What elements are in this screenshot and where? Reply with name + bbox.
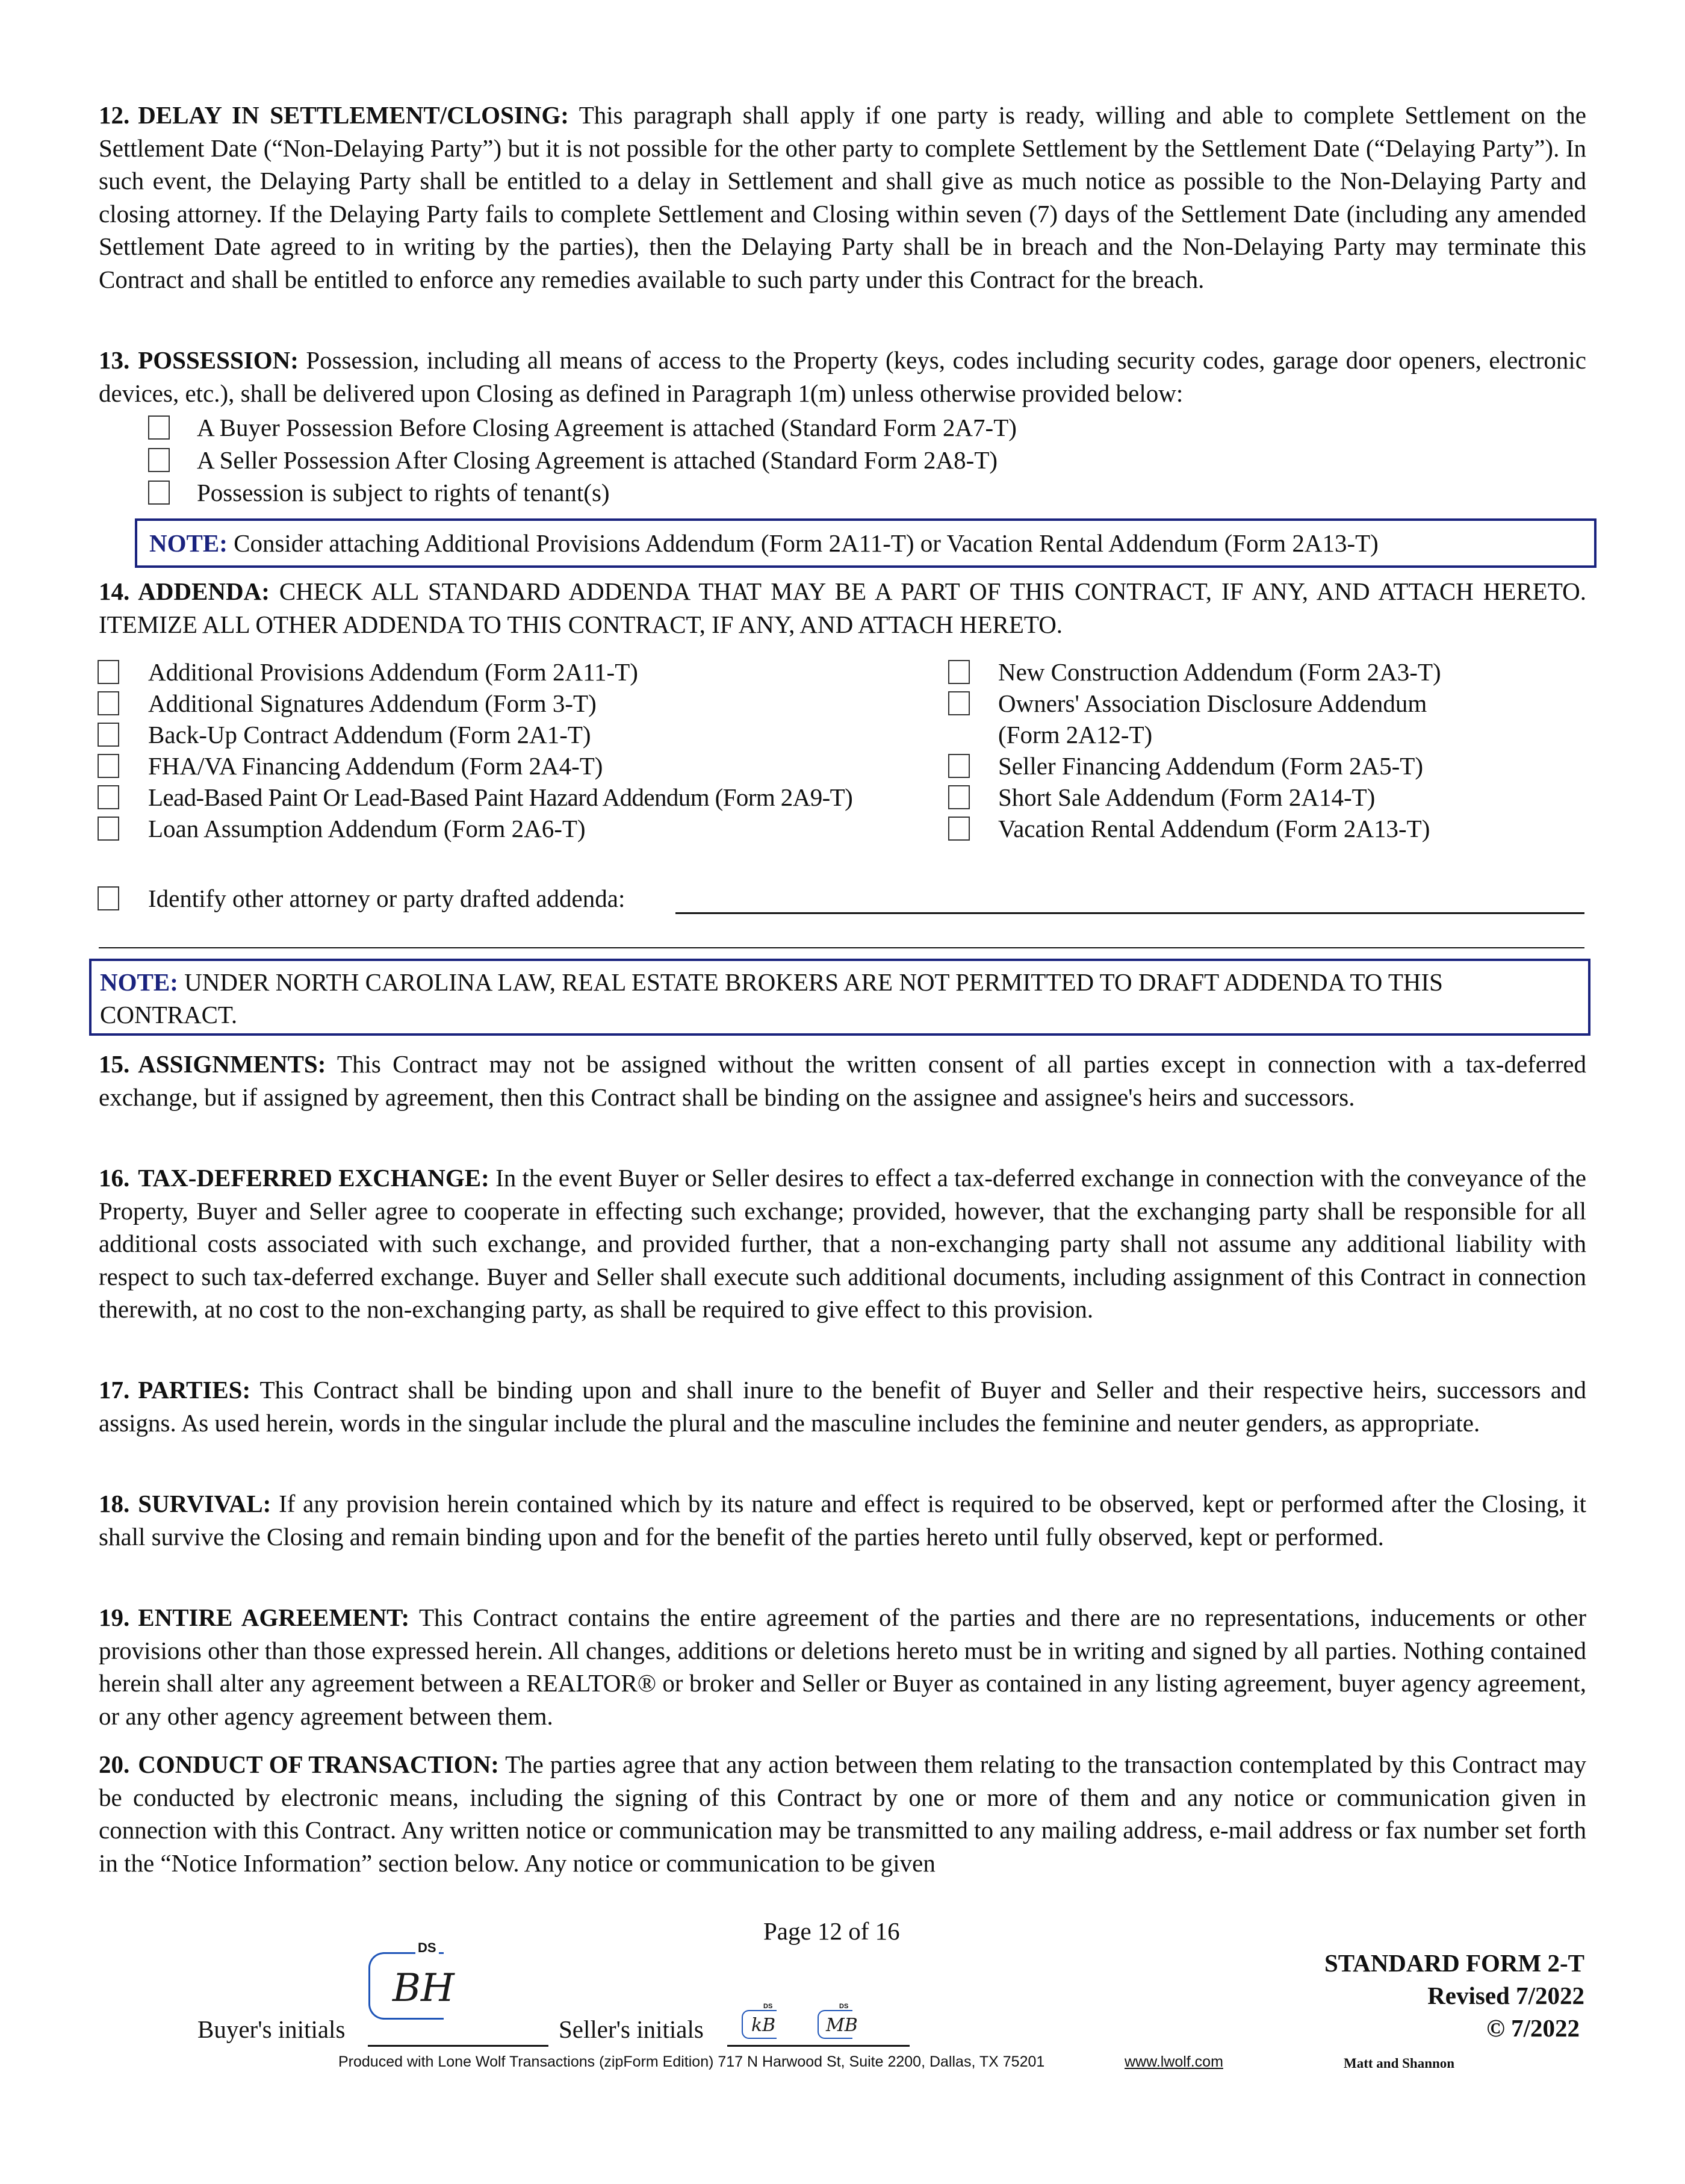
section-number: 14.: [99, 577, 130, 605]
page-number: Page 12 of 16: [763, 1917, 900, 1945]
section-text: In the event Buyer or Seller desires to effect a tax-deferred exchange in connection with the conveyance of the Property, Buyer and Seller agree to cooperate in effecting such exchange; provided, however, that the exchanging party shall be responsible for all additional costs associated with such exchange, and provided further, that a non-exchanging party shall not assume any additional liability with respect to such tax-deferred exchange. Buyer and Seller shall execute such additional documents, including assignment of this Contract in connection therewith, at no cost to the non-exchanging party, as shall be required to give effect to this provision.: [99, 1164, 1586, 1323]
other-addenda-checkbox[interactable]: [98, 886, 119, 910]
addendum-label: Seller Financing Addendum (Form 2A5-T): [998, 752, 1424, 780]
section-text: This paragraph shall apply if one party is ready, willing and able to complete Settlement on the Settlement Date (“Non-Delaying Party”) but it is not possible for the other party to complete Settlement by the Settlement Date (“Delaying Party”). In such event, the Delaying Party shall be entitled to a delay in Settlement and shall give as much notice as possible to the Non-Delaying Party and closing attorney. If the Delaying Party fails to complete Settlement and Closing within seven (7) days of the Settlement Date (including any amended Settlement Date agreed to in writing by the parties), then the Delaying Party shall be in breach and the Non-Delaying Party may terminate this Contract and shall be entitled to enforce any remedies available to such party under this Contract for the breach.: [99, 101, 1586, 293]
section-text: CHECK ALL STANDARD ADDENDA THAT MAY BE A PART OF THIS CONTRACT, IF ANY, AND ATTACH HERETO. ITEMIZE ALL OTHER ADDENDA TO THIS CONTRACT, IF ANY, AND ATTACH HERETO.: [99, 577, 1586, 638]
seller1-ds-label: DS: [763, 2003, 773, 2010]
note-text: UNDER NORTH CAROLINA LAW, REAL ESTATE BROKERS ARE NOT PERMITTED TO DRAFT ADDENDA TO THIS CONTRACT.: [100, 968, 1443, 1028]
seller-initials-signature-1[interactable]: kB: [751, 2015, 776, 2036]
addendum-checkbox[interactable]: [98, 723, 119, 747]
section-18: [99, 1487, 1586, 1553]
possession-checkbox-seller[interactable]: [148, 448, 170, 472]
addendum-label: Additional Provisions Addendum (Form 2A11-T): [148, 658, 638, 686]
possession-checkbox-tenant[interactable]: [148, 481, 170, 505]
addendum-label: Additional Signatures Addendum (Form 3-T): [148, 689, 597, 717]
other-addenda-label: Identify other attorney or party drafted addenda:: [148, 885, 625, 912]
section-title: ASSIGNMENTS:: [138, 1050, 326, 1078]
section-text: This Contract shall be binding upon and shall inure to the benefit of Buyer and Seller and their respective heirs, successors and assigns. As used herein, words in the singular include the plural and the masculine includes the feminine and neuter genders, as appropriate.: [99, 1376, 1586, 1437]
seller-initials-line[interactable]: [727, 2045, 910, 2047]
form-name: STANDARD FORM 2-T: [1324, 1949, 1584, 1977]
section-text: The parties agree that any action between them relating to the transaction contemplated by this Contract may be conducted by electronic means, including the signing of this Contract by one or more of them and any notice or communication given in connection with this Contract. Any written notice or communication may be transmitted to any mailing address, e-mail address or fax number set forth in the “Notice Information” section below. Any notice or communication to be given: [99, 1750, 1586, 1877]
addendum-checkbox[interactable]: [98, 754, 119, 778]
transaction-owner: Matt and Shannon: [1344, 2056, 1455, 2071]
section-13: [99, 344, 1586, 409]
section-20: [99, 1748, 1586, 1879]
addendum-checkbox[interactable]: [948, 691, 970, 715]
addendum-checkbox[interactable]: [98, 691, 119, 715]
addendum-label: New Construction Addendum (Form 2A3-T): [998, 658, 1441, 686]
seller-initials-label: Seller's initials: [559, 2015, 704, 2043]
addendum-label: Back-Up Contract Addendum (Form 2A1-T): [148, 721, 591, 748]
section-number: 18.: [99, 1490, 130, 1517]
note-text: Consider attaching Additional Provisions Addendum (Form 2A11-T) or Vacation Rental Addendum (Form 2A13-T): [234, 529, 1379, 557]
buyer-initials-line[interactable]: [368, 2045, 548, 2047]
section-text: If any provision herein contained which by its nature and effect is required to be observed, kept or performed after the Closing, it shall survive the Closing and remain binding upon and for the benefit of the parties hereto until fully observed, kept or performed.: [99, 1490, 1587, 1551]
note-box-addenda: [89, 959, 1590, 1036]
section-title: TAX-DEFERRED EXCHANGE:: [138, 1164, 489, 1192]
section-16: [99, 1162, 1586, 1326]
section-title: ENTIRE AGREEMENT:: [138, 1604, 410, 1631]
possession-checkbox-buyer[interactable]: [148, 415, 170, 440]
section-12: [99, 99, 1586, 296]
seller-initials-signature-2[interactable]: MB: [826, 2015, 858, 2036]
other-addenda-input-line[interactable]: [675, 912, 1584, 914]
form-copyright: © 7/2022: [1486, 2014, 1580, 2042]
section-number: 17.: [99, 1376, 130, 1404]
possession-option-label: A Buyer Possession Before Closing Agreement is attached (Standard Form 2A7-T): [197, 414, 1017, 441]
section-number: 16.: [99, 1164, 130, 1192]
addendum-checkbox[interactable]: [948, 785, 970, 809]
section-number: 19.: [99, 1604, 130, 1631]
addendum-label: Owners' Association Disclosure Addendum: [998, 689, 1427, 717]
addendum-checkbox[interactable]: [98, 660, 119, 684]
section-number: 20.: [99, 1750, 130, 1778]
section-text: This Contract may not be assigned without the written consent of all parties except in connection with a tax-deferred exchange, but if assigned by agreement, then this Contract shall be binding on the assignee and assignee's heirs and successors.: [99, 1050, 1586, 1111]
possession-option-label: A Seller Possession After Closing Agreement is attached (Standard Form 2A8-T): [197, 446, 998, 474]
section-19: [99, 1601, 1586, 1732]
section-17: [99, 1374, 1586, 1439]
note-label: NOTE:: [100, 968, 178, 996]
form-revised: Revised 7/2022: [1427, 1982, 1584, 2009]
addendum-checkbox[interactable]: [98, 817, 119, 841]
section-title: DELAY IN SETTLEMENT/CLOSING:: [138, 101, 569, 129]
addendum-checkbox[interactable]: [948, 660, 970, 684]
addendum-checkbox[interactable]: [948, 817, 970, 841]
note-box-possession: [135, 518, 1597, 568]
buyer-initials-signature[interactable]: BH: [393, 1966, 455, 2011]
section-title: SURVIVAL:: [138, 1490, 272, 1517]
section-text: Possession, including all means of access to the Property (keys, codes including security codes, garage door openers, electronic devices, etc.), shall be delivered upon Closing as defined in Paragraph 1(m) unless otherwise provided below:: [99, 346, 1586, 407]
addendum-label: Short Sale Addendum (Form 2A14-T): [998, 783, 1376, 811]
addendum-label-continued: (Form 2A12-T): [998, 721, 1153, 748]
addendum-checkbox[interactable]: [948, 754, 970, 778]
section-text: This Contract contains the entire agreement of the parties and there are no representations, inducements or other provisions other than those expressed herein. All changes, additions or deletions hereto must be in writing and signed by all parties. Nothing contained herein shall alter any agreement between a REALTOR® or broker and Seller or Buyer as contained in any listing agreement, buyer agency agreement, or any other agency agreement between them.: [99, 1604, 1586, 1730]
addendum-label: Loan Assumption Addendum (Form 2A6-T): [148, 815, 586, 842]
addendum-label: FHA/VA Financing Addendum (Form 2A4-T): [148, 752, 603, 780]
section-number: 15.: [99, 1050, 130, 1078]
section-14: [99, 575, 1586, 641]
addendum-checkbox[interactable]: [98, 785, 119, 809]
note-label: NOTE:: [149, 529, 228, 557]
section-title: PARTIES:: [138, 1376, 251, 1404]
produced-with-text: Produced with Lone Wolf Transactions (zipForm Edition) 717 N Harwood St, Suite 2200, Dallas, TX 75201: [338, 2053, 1045, 2070]
seller2-ds-label: DS: [839, 2003, 849, 2010]
addendum-label: Lead-Based Paint Or Lead-Based Paint Hazard Addendum (Form 2A9-T): [148, 783, 853, 811]
lwolf-link[interactable]: www.lwolf.com: [1125, 2053, 1223, 2070]
section-title: CONDUCT OF TRANSACTION:: [138, 1750, 499, 1778]
section-number: 12.: [99, 101, 130, 129]
buyer-initials-label: Buyer's initials: [197, 2015, 346, 2043]
section-number: 13.: [99, 346, 130, 374]
addendum-label: Vacation Rental Addendum (Form 2A13-T): [998, 815, 1430, 842]
section-title: POSSESSION:: [138, 346, 299, 374]
other-addenda-input-line-2[interactable]: [99, 947, 1584, 948]
buyer-ds-label: DS: [415, 1940, 439, 1956]
section-title: ADDENDA:: [138, 577, 270, 605]
section-15: [99, 1048, 1586, 1113]
possession-option-label: Possession is subject to rights of tenant(s): [197, 479, 610, 506]
